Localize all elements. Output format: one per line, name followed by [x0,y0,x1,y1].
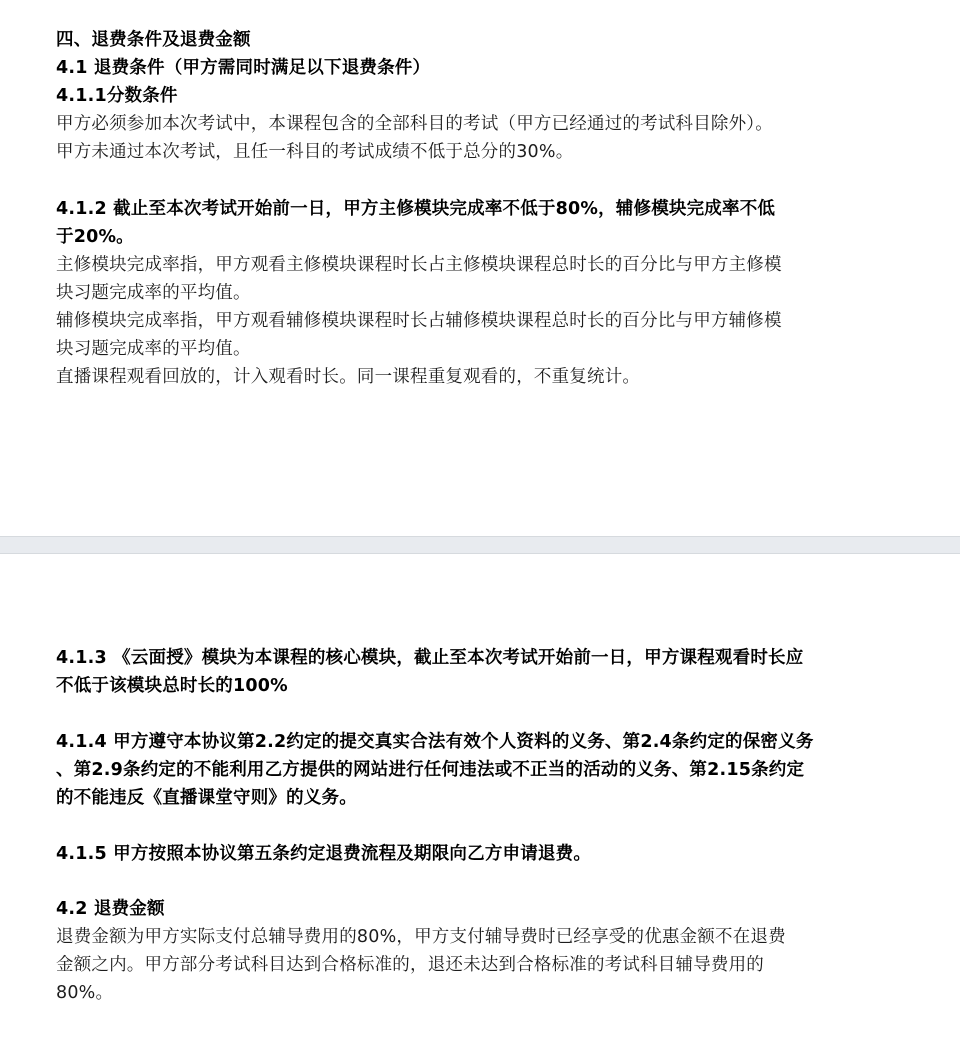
paragraph-4-2-line-2: 金额之内。甲方部分考试科目达到合格标准的，退还未达到合格标准的考试科目辅导费用的 [56,955,764,975]
paragraph-4-2-line-3: 80%。 [56,983,114,1003]
heading-4-2: 4.2 退费金额 [56,899,165,919]
heading-4-1-3-line-1: 4.1.3 《云面授》模块为本课程的核心模块，截止至本次考试开始前一日，甲方课程观看时长应 [56,648,804,668]
section-title: 四、退费条件及退费金额 [56,30,251,50]
heading-4-1-2-line-2: 于20%。 [56,227,134,247]
heading-4-1-4-line-1: 4.1.4 甲方遵守本协议第2.2约定的提交真实合法有效个人资料的义务、第2.4条约定的保密义务 [56,732,814,752]
paragraph-4-1-1-line-2: 甲方未通过本次考试，且任一科目的考试成绩不低于总分的30%。 [56,142,574,162]
heading-4-1-2-line-1: 4.1.2 截止至本次考试开始前一日，甲方主修模块完成率不低于80%，辅修模块完成率不低 [56,199,776,219]
paragraph-live-replay-note: 直播课程观看回放的，计入观看时长。同一课程重复观看的，不重复统计。 [56,367,641,387]
heading-4-1-4-line-2: 、第2.9条约定的不能利用乙方提供的网站进行任何违法或不正当的活动的义务、第2.15条约定 [56,760,805,780]
paragraph-minor-module-line-2: 块习题完成率的平均值。 [56,339,251,359]
paragraph-4-2-line-1: 退费金额为甲方实际支付总辅导费用的80%，甲方支付辅导费时已经享受的优惠金额不在退费 [56,927,786,947]
paragraph-minor-module-line-1: 辅修模块完成率指，甲方观看辅修模块课程时长占辅修模块课程总时长的百分比与甲方辅修模 [56,311,782,331]
heading-4-1-3-line-2: 不低于该模块总时长的100% [56,676,288,696]
paragraph-4-1-1-line-1: 甲方必须参加本次考试中，本课程包含的全部科目的考试（甲方已经通过的考试科目除外）。 [56,114,773,134]
page-separator [0,536,960,554]
paragraph-main-module-line-1: 主修模块完成率指，甲方观看主修模块课程时长占主修模块课程总时长的百分比与甲方主修模 [56,255,782,275]
heading-4-1-5: 4.1.5 甲方按照本协议第五条约定退费流程及期限向乙方申请退费。 [56,844,592,864]
paragraph-main-module-line-2: 块习题完成率的平均值。 [56,283,251,303]
document-page-2 [0,554,960,1039]
heading-4-1: 4.1 退费条件（甲方需同时满足以下退费条件） [56,58,431,78]
heading-4-1-1: 4.1.1分数条件 [56,86,178,106]
heading-4-1-4-line-3: 的不能违反《直播课堂守则》的义务。 [56,788,357,808]
